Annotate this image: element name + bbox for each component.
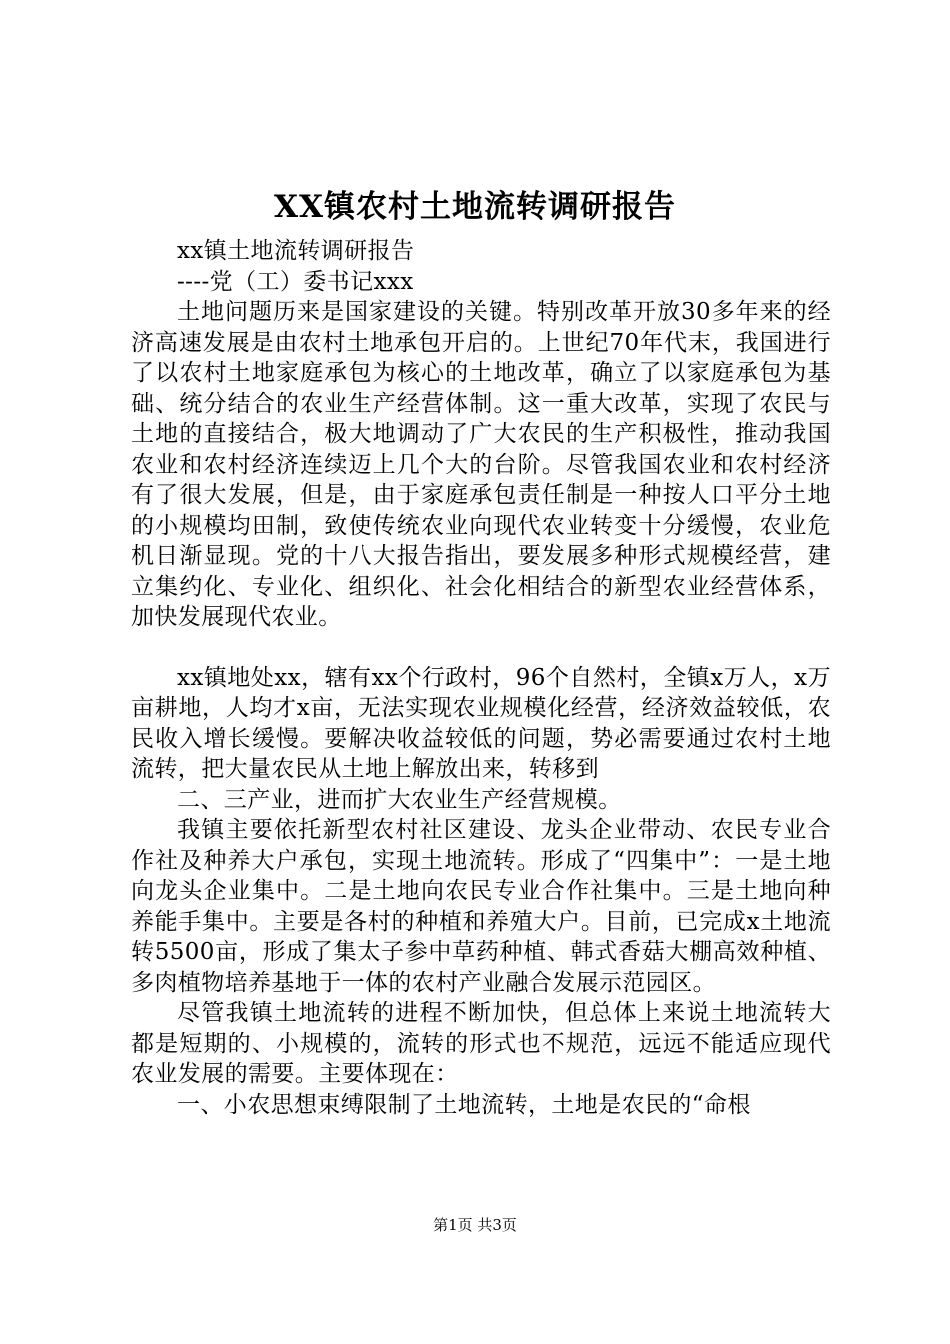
body-paragraph-four-concentrations: 我镇主要依托新型农村社区建设、龙头企业带动、农民专业合作社及种养大户承包，实现土地流转。形成了“四集中”：一是土地向龙头企业集中。二是土地向农民专业合作社集中。三是土地向种养能手集中。主要是各村的种植和养殖大户。目前，已完成x土地流转5500亩，形成了集太子参中草药种植、韩式香菇大棚高效种植、多肉植物培养基地于一体的农村产业融合发展示范园区。 bbox=[131, 817, 831, 996]
body-paragraph-industries: 二、三产业，进而扩大农业生产经营规模。 bbox=[177, 786, 622, 813]
body-paragraph-town-overview: xx镇地处xx，辖有xx个行政村，96个自然村，全镇x万人，x万亩耕地，人均才x亩，无法实现农业规模化经营，经济效益较低，农民收入增长缓慢。要解决收益较低的问题，势必需要通过农村土地流转，把大量农民从土地上解放出来，转移到 bbox=[131, 664, 831, 782]
author-line: ----党（工）委书记xxx bbox=[177, 268, 414, 295]
body-paragraph-problems: 尽管我镇土地流转的进程不断加快，但总体上来说土地流转大都是短期的、小规模的，流转的形式也不规范，远远不能适应现代农业发展的需要。主要体现在： bbox=[131, 1000, 831, 1087]
document-body bbox=[131, 236, 831, 1120]
document-title: XX镇农村土地流转调研报告 bbox=[273, 189, 677, 225]
page-footer: 第1页 共3页 bbox=[433, 1216, 517, 1234]
body-paragraph-problem-one: 一、小农思想束缚限制了土地流转，土地是农民的“命根 bbox=[177, 1091, 751, 1118]
body-paragraph-intro: 土地问题历来是国家建设的关键。特别改革开放30多年来的经济高速发展是由农村土地承包开启的。上世纪70年代末，我国进行了以农村土地家庭承包为核心的土地改革，确立了以家庭承包为基础、统分结合的农业生产经营体制。这一重大改革，实现了农民与土地的直接结合，极大地调动了广大农民的生产积极性，推动我国农业和农村经济连续迈上几个大的台阶。尽管我国农业和农村经济有了很大发展，但是，由于家庭承包责任制是一种按人口平分土地的小规模均田制，致使传统农业向现代农业转变十分缓慢，农业危机日渐显现。党的十八大报告指出，要发展多种形式规模经营，建立集约化、专业化、组织化、社会化相结合的新型农业经营体系，加快发展现代农业。 bbox=[131, 299, 831, 630]
subtitle-paragraph: xx镇土地流转调研报告 bbox=[177, 238, 415, 264]
